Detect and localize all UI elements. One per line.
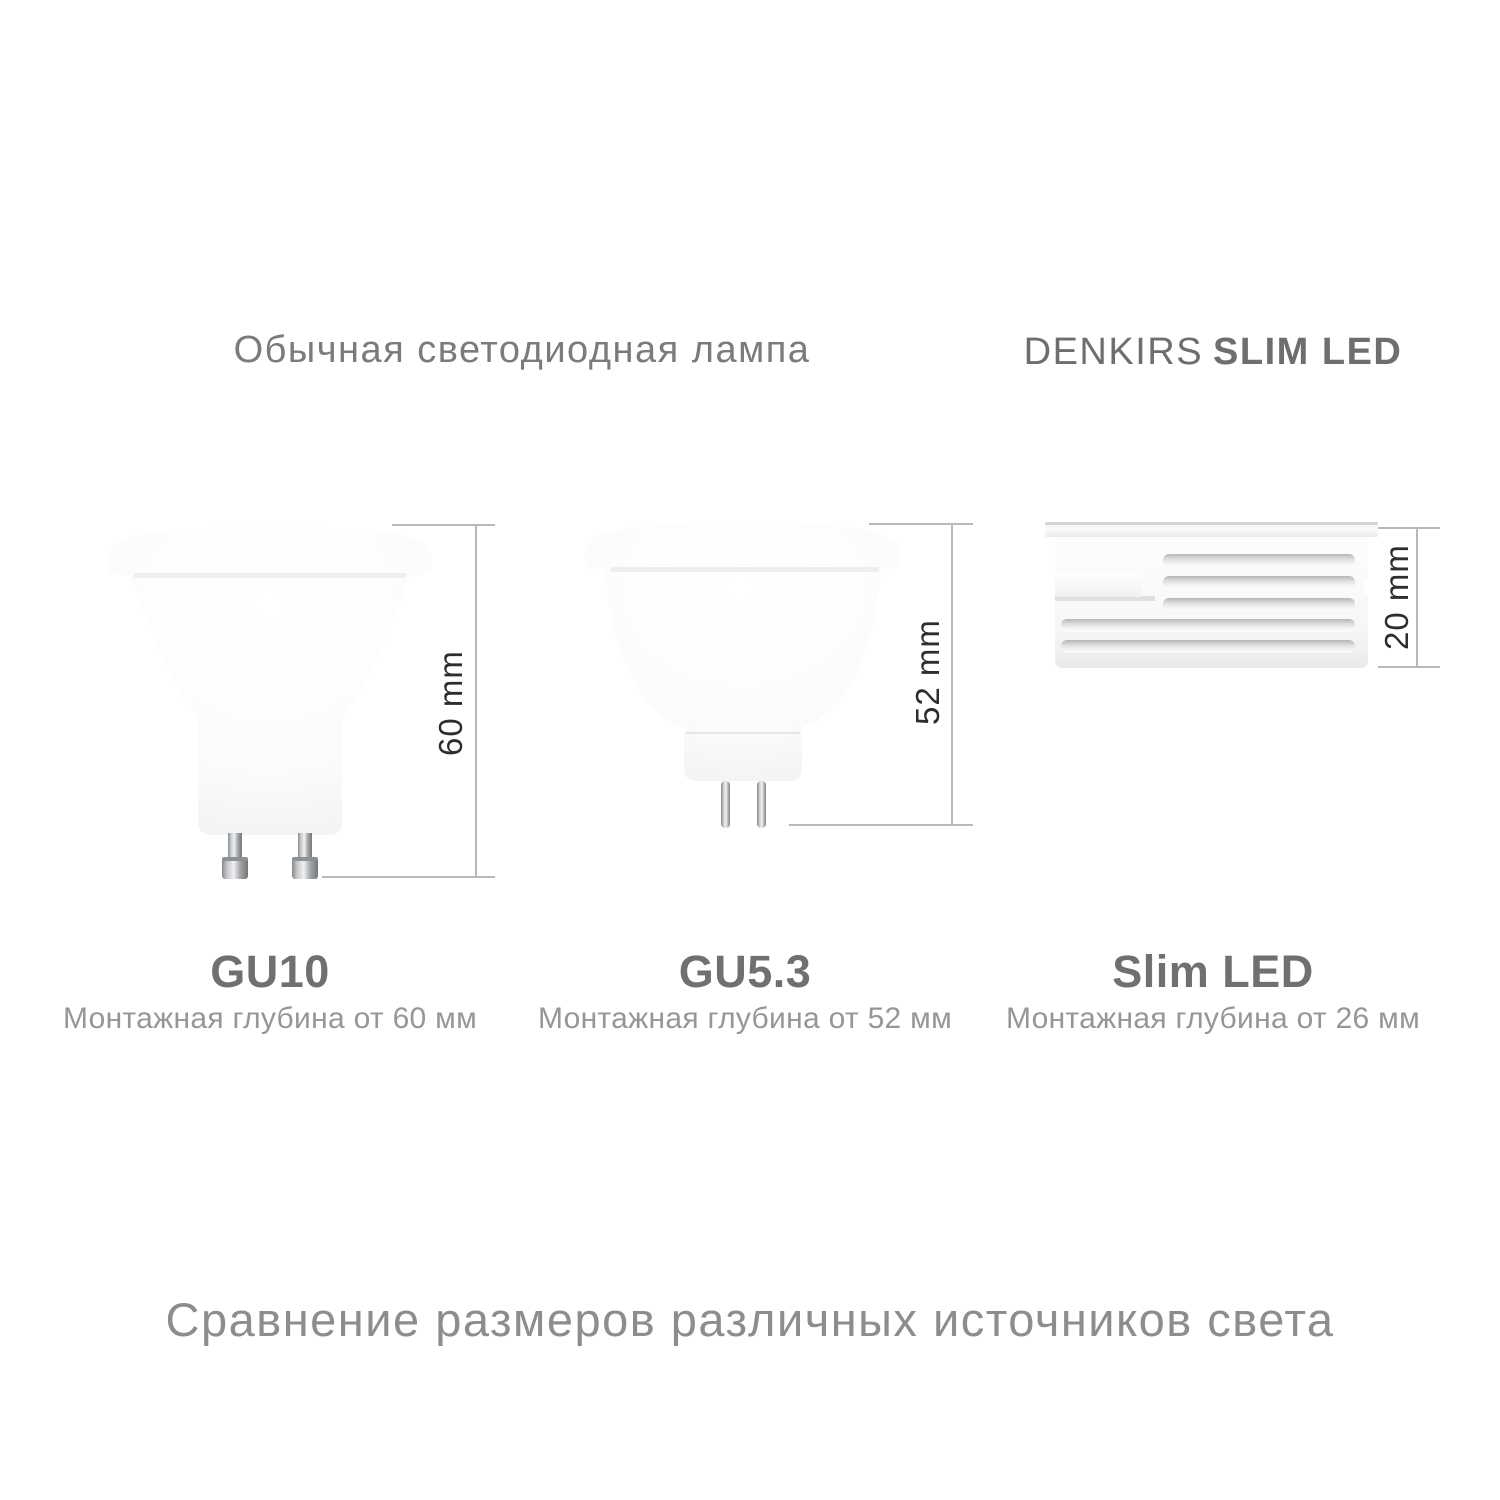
gu53-height-label: 52 mm bbox=[909, 619, 946, 725]
slim-product-name: Slim LED bbox=[1112, 946, 1314, 997]
gu10-pins bbox=[222, 833, 318, 879]
slim-led-module-illustration bbox=[1035, 518, 1395, 678]
gu10-product-name: GU10 bbox=[210, 946, 330, 997]
gu10-dimension-extension-bottom bbox=[322, 876, 495, 878]
gu53-dimension-extension-top bbox=[869, 523, 973, 525]
slim-mount-depth-note: Монтажная глубина от 26 мм bbox=[1005, 1002, 1421, 1035]
gu10-height-label: 60 mm bbox=[432, 650, 469, 756]
gu53-pins bbox=[721, 781, 766, 828]
gu53-dimension-line bbox=[951, 523, 953, 826]
comparison-caption: Сравнение размеров различных источников света bbox=[165, 1293, 1335, 1346]
gu10-lamp-illustration bbox=[90, 515, 450, 885]
gu10-dimension-line bbox=[475, 524, 477, 878]
gu10-dimension-extension-top bbox=[392, 524, 495, 526]
slim-led-body bbox=[1055, 537, 1378, 668]
gu10-bulb-body bbox=[108, 527, 432, 835]
brand-heading bbox=[963, 331, 1463, 374]
regular-lamp-heading: Обычная светодиодная лампа bbox=[233, 329, 811, 371]
slim-height-label: 20 mm bbox=[1378, 544, 1415, 650]
gu53-dimension-extension-bottom bbox=[789, 824, 973, 826]
slim-led-lid bbox=[1045, 522, 1378, 537]
brand-product-name: SLIM LED bbox=[1213, 331, 1403, 373]
gu53-bulb-body bbox=[585, 523, 901, 781]
brand-name: DENKIRS bbox=[1023, 331, 1204, 373]
gu53-lamp-illustration bbox=[565, 515, 925, 845]
gu53-product-name: GU5.3 bbox=[678, 946, 812, 997]
gu53-mount-depth-note: Монтажная глубина от 52 мм bbox=[537, 1002, 953, 1035]
gu10-mount-depth-note: Монтажная глубина от 60 мм bbox=[62, 1002, 478, 1035]
